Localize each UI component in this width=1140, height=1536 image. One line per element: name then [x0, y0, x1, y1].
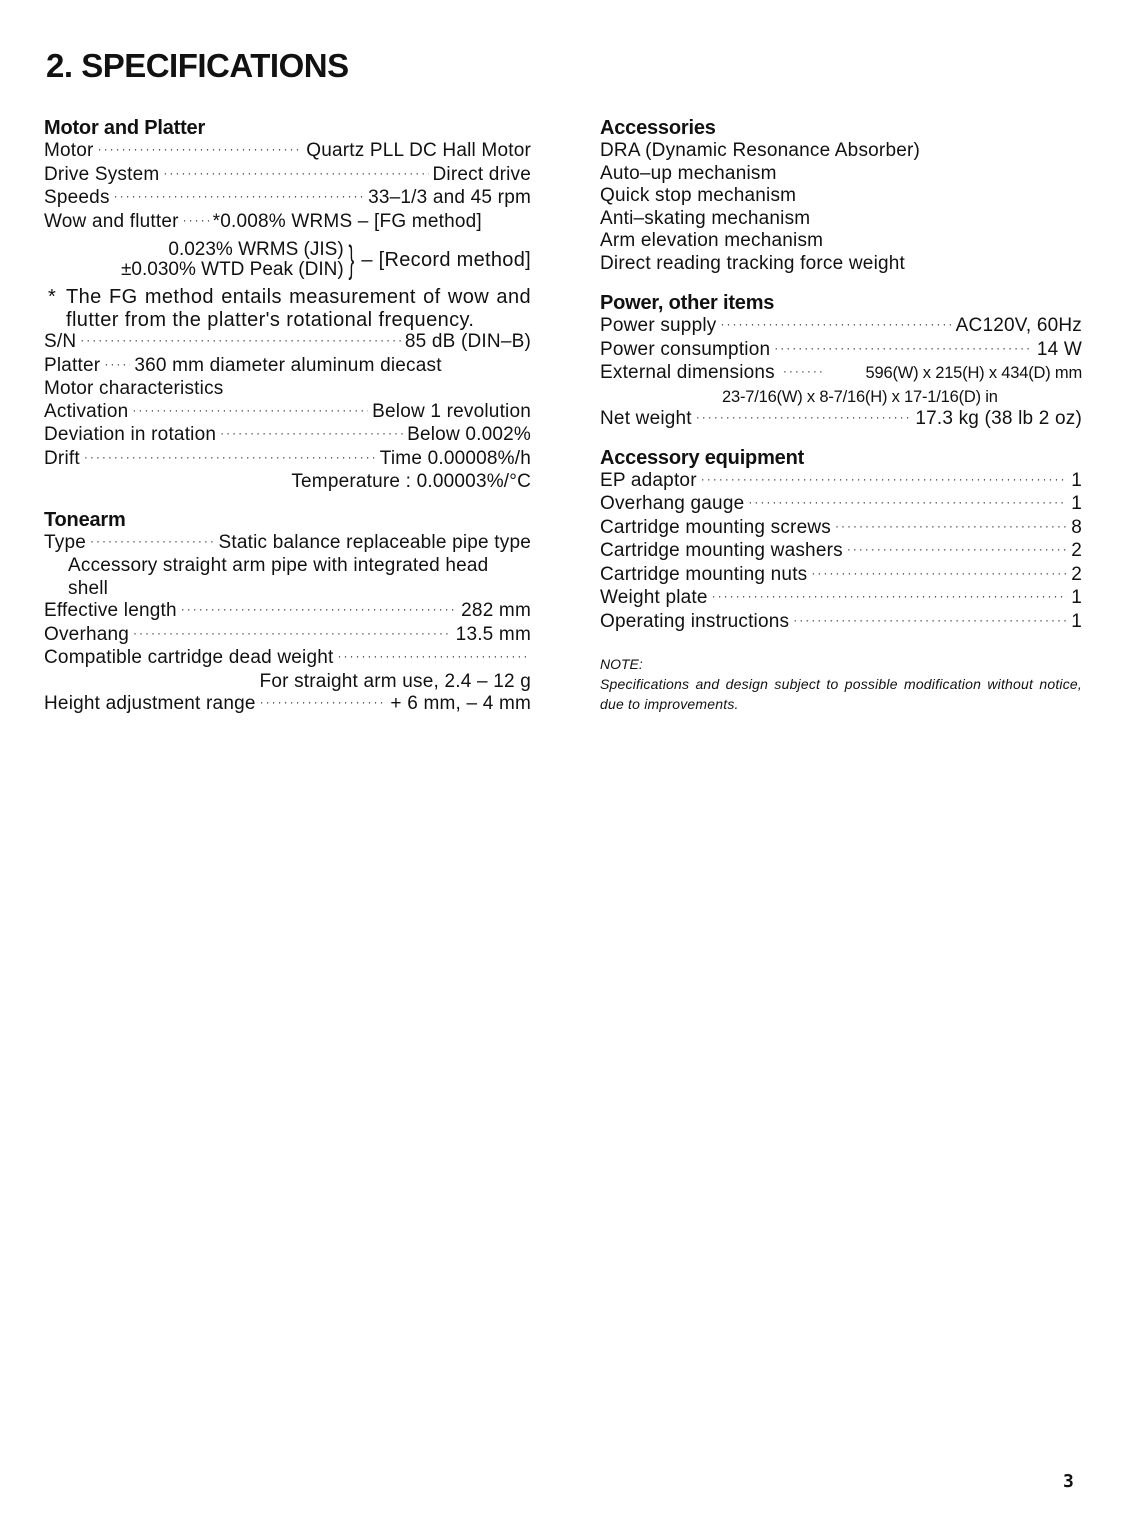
spec-value: 1 — [1071, 493, 1082, 514]
dot-leader — [811, 562, 1067, 585]
record-line-jis: 0.023% WRMS (JIS) — [168, 239, 344, 260]
dot-leader — [220, 422, 403, 445]
footnote — [44, 286, 531, 331]
spec-label: Activation — [44, 400, 129, 422]
spec-value: 8 — [1071, 516, 1082, 538]
spec-value: + 6 mm, – 4 mm — [390, 693, 531, 714]
record-method-label: – [Record method] — [361, 248, 531, 271]
spec-value: Quartz PLL DC Hall Motor — [306, 140, 531, 161]
note-heading: NOTE: — [600, 656, 643, 672]
record-line-din: ±0.030% WTD Peak (DIN) — [121, 259, 344, 280]
spec-value: Below 0.002% — [407, 424, 531, 445]
spec-value: Direct drive — [432, 163, 531, 185]
spec-value: *0.008% WRMS – [FG method] — [212, 210, 482, 232]
accessory-item: DRA (Dynamic Resonance Absorber) — [600, 140, 921, 161]
spec-label: EP adaptor — [600, 469, 697, 491]
dot-leader — [835, 515, 1067, 538]
spec-label: Speeds — [44, 187, 110, 208]
equipment-row — [600, 611, 1082, 635]
footnote-text: The FG method entails measurement of wow and flutter from the platter's rotational frequency. — [66, 286, 531, 331]
spec-label: Type — [44, 531, 86, 553]
spec-row-dimensions — [600, 362, 1082, 386]
spec-value: Below 1 revolution — [372, 400, 531, 422]
spec-row-platter — [44, 355, 531, 379]
spec-row-net-weight — [600, 408, 1082, 432]
equipment-row — [600, 493, 1082, 517]
dot-leader — [133, 622, 452, 645]
spec-label: Deviation in rotation — [44, 424, 217, 445]
spec-label: Cartridge mounting screws — [600, 516, 831, 538]
spec-label: Effective length — [44, 600, 177, 621]
dot-leader — [696, 406, 912, 429]
spec-row-height-adjustment — [44, 693, 531, 717]
spec-row-wow-flutter — [44, 211, 531, 235]
dot-leader — [720, 313, 951, 336]
equipment-row — [600, 564, 1082, 588]
spec-value: 1 — [1071, 587, 1082, 608]
equipment-row — [600, 470, 1082, 494]
section-heading: Tonearm — [44, 508, 126, 531]
dot-leader — [337, 645, 527, 668]
spec-label: Wow and flutter — [44, 210, 179, 232]
spec-row-activation — [44, 401, 531, 425]
left-column — [44, 116, 531, 717]
spec-row-type — [44, 532, 531, 556]
dot-leader — [163, 162, 428, 185]
section-heading: Accessories — [600, 117, 716, 139]
accessory-item: Arm elevation mechanism — [600, 230, 824, 251]
page-number: 3 — [1063, 1471, 1074, 1492]
spec-label: Power supply — [600, 315, 717, 336]
dot-leader — [132, 399, 368, 422]
accessory-item: Direct reading tracking force weight — [600, 252, 906, 274]
spec-row-speeds — [44, 187, 531, 211]
spec-label: Height adjustment range — [44, 693, 256, 714]
spec-row-cartridge-weight — [44, 647, 531, 671]
spec-row-motor — [44, 140, 531, 164]
spec-label: Operating instructions — [600, 610, 790, 632]
spec-value: 1 — [1071, 610, 1082, 632]
dot-leader — [98, 138, 303, 161]
dot-leader — [748, 491, 1067, 514]
right-column — [600, 116, 1082, 714]
spec-value: 13.5 mm — [455, 623, 531, 645]
page-title: 2. SPECIFICATIONS — [46, 47, 349, 84]
accessory-item: Auto–up mechanism — [600, 162, 777, 184]
dot-leader — [712, 585, 1068, 608]
spec-label: Platter — [44, 354, 101, 376]
section-heading: Accessory equipment — [600, 446, 805, 469]
spec-value: 1 — [1071, 469, 1082, 491]
dot-leader — [104, 353, 130, 376]
dot-leader — [847, 538, 1067, 561]
asterisk-mark: * — [48, 286, 57, 308]
section-motor-platter — [44, 116, 531, 494]
drift-temperature: Temperature : 0.00003%/°C — [291, 471, 531, 492]
dot-leader — [181, 598, 457, 621]
section-tonearm — [44, 508, 531, 717]
dot-leader — [260, 691, 387, 714]
spec-value: 2 — [1071, 563, 1082, 585]
dot-leader — [84, 446, 376, 469]
spec-value: 14 W — [1036, 338, 1082, 360]
spec-value: Time 0.00008%/h — [379, 447, 531, 469]
equipment-row — [600, 587, 1082, 611]
spec-label: Weight plate — [600, 587, 708, 608]
spec-value: 2 — [1071, 540, 1082, 561]
dot-leader — [90, 530, 215, 553]
spec-label: External dimensions — [600, 362, 775, 383]
dot-leader — [793, 609, 1067, 632]
spec-row-overhang — [44, 624, 531, 648]
spec-label: Cartridge mounting nuts — [600, 563, 808, 585]
cartridge-weight-value: For straight arm use, 2.4 – 12 g — [259, 670, 531, 692]
accessory-item: Anti–skating mechanism — [600, 207, 811, 229]
dot-leader — [783, 360, 823, 383]
spec-label: Net weight — [600, 408, 692, 429]
motor-characteristics-label: Motor characteristics — [44, 378, 224, 399]
spec-value: 596(W) x 215(H) x 434(D) mm — [865, 364, 1082, 382]
dot-leader — [774, 337, 1033, 360]
dot-leader — [80, 329, 401, 352]
spec-value: Static balance replaceable pipe type — [218, 531, 531, 553]
spec-row-power-consumption — [600, 339, 1082, 363]
dot-leader — [701, 468, 1067, 491]
brace-icon: } — [348, 239, 354, 281]
type-note: Accessory straight arm pipe with integrated head shell — [68, 555, 489, 599]
spec-value: 282 mm — [461, 600, 531, 621]
section-heading: Motor and Platter — [44, 117, 206, 139]
spec-label: Overhang — [44, 623, 130, 645]
section-power — [600, 291, 1082, 432]
spec-value: 33–1/3 and 45 rpm — [368, 187, 531, 208]
dot-leader — [183, 209, 209, 232]
spec-row-sn — [44, 331, 531, 355]
record-method-block — [44, 240, 531, 280]
spec-label: Power consumption — [600, 338, 771, 360]
spec-value: 360 mm diameter aluminum diecast — [134, 354, 442, 376]
section-heading: Power, other items — [600, 292, 775, 314]
dot-leader — [114, 185, 364, 208]
spec-label: Overhang gauge — [600, 493, 745, 514]
spec-label: Cartridge mounting washers — [600, 540, 843, 561]
accessory-item: Quick stop mechanism — [600, 185, 797, 206]
spec-label: S/N — [44, 331, 77, 352]
spec-label: Compatible cartridge dead weight — [44, 647, 334, 668]
record-method-lines — [121, 240, 344, 280]
equipment-row — [600, 517, 1082, 541]
note-text: Specifications and design subject to possible modification without notice, due to improvements. — [600, 676, 1082, 712]
spec-row-deviation — [44, 424, 531, 448]
spec-label: Motor — [44, 140, 94, 161]
spec-value: AC120V, 60Hz — [955, 315, 1082, 336]
equipment-row — [600, 540, 1082, 564]
spec-row-drive-system — [44, 164, 531, 188]
section-note — [600, 654, 1082, 714]
dimensions-inches: 23-7/16(W) x 8-7/16(H) x 17-1/16(D) in — [722, 387, 998, 406]
section-accessories — [600, 116, 1082, 275]
spec-value: 17.3 kg (38 lb 2 oz) — [915, 408, 1082, 429]
spec-row-effective-length — [44, 600, 531, 624]
spec-row-power-supply — [600, 315, 1082, 339]
spec-value: 85 dB (DIN–B) — [404, 331, 531, 352]
spec-row-drift — [44, 448, 531, 472]
spec-label: Drive System — [44, 163, 160, 185]
section-accessory-equipment — [600, 446, 1082, 635]
spec-label: Drift — [44, 447, 80, 469]
